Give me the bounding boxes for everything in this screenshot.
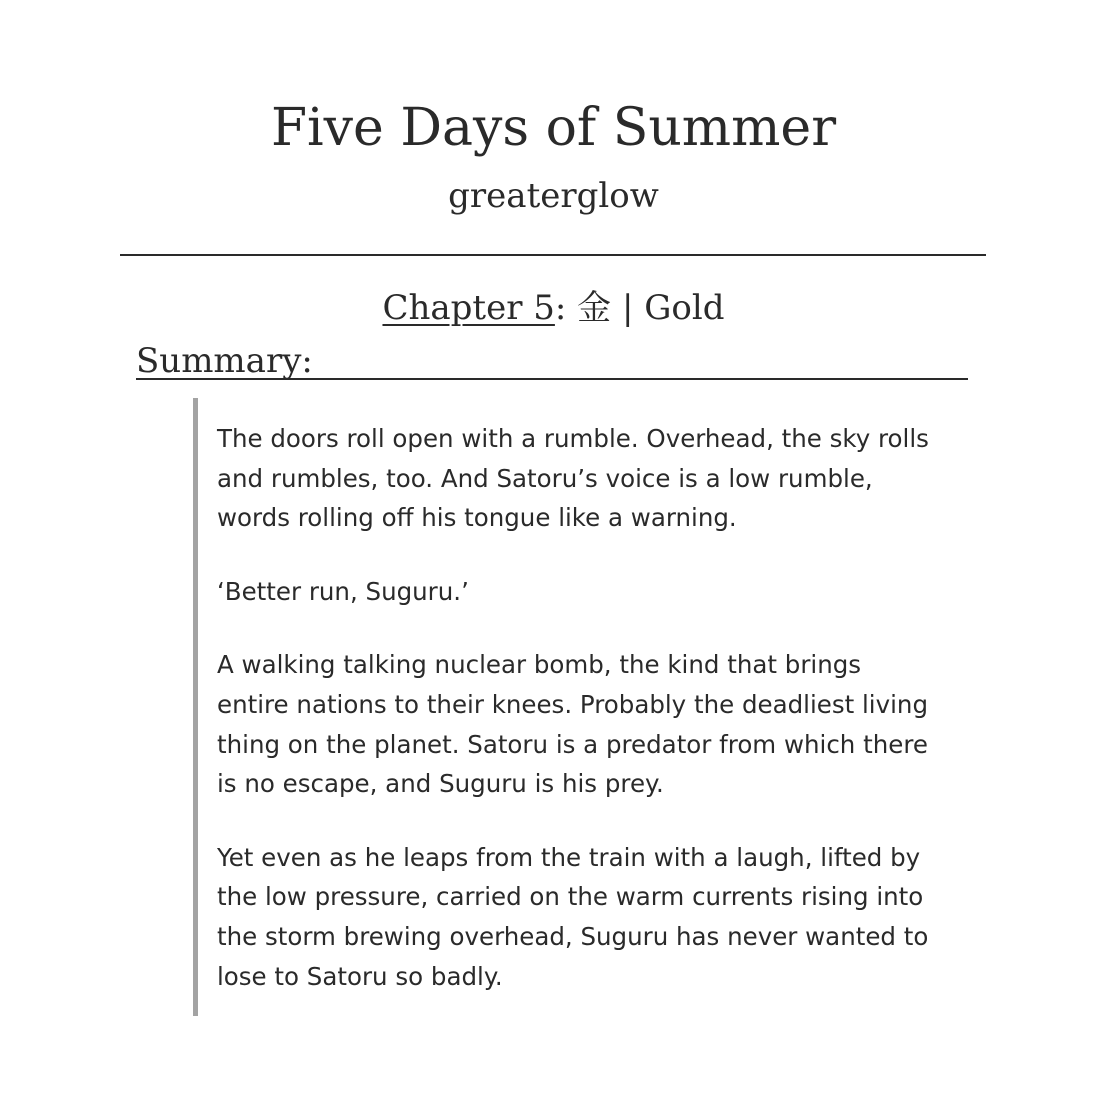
chapter-heading	[0, 282, 1107, 334]
title-divider	[120, 254, 986, 256]
chapter-separator: :	[554, 288, 578, 328]
chapter-title: 金 | Gold	[577, 288, 725, 328]
summary-blockquote	[193, 398, 933, 1016]
author-name[interactable]: greaterglow	[448, 176, 659, 216]
summary-paragraph: The doors roll open with a rumble. Overhead, the sky rolls and rumbles, too. And Satoru’s voice is a low rumble, words rolling off his tongue like a warning.	[217, 424, 929, 533]
work-title: Five Days of Summer	[270, 98, 837, 158]
summary-paragraph: Yet even as he leaps from the train with a laugh, lifted by the low pressure, carried on the warm currents rising into the storm brewing overhead, Suguru has never wanted to lose to Satoru so badly.	[217, 842, 929, 991]
summary-paragraph: A walking talking nuclear bomb, the kind that brings entire nations to their knees. Probably the deadliest living thing on the planet. Satoru is a predator from which there is no escape, and Suguru is his prey.	[217, 650, 929, 799]
summary-heading: Summary:	[136, 338, 968, 380]
chapter-link[interactable]: Chapter 5	[382, 288, 555, 328]
summary-paragraph: ‘Better run, Suguru.’	[217, 576, 469, 606]
